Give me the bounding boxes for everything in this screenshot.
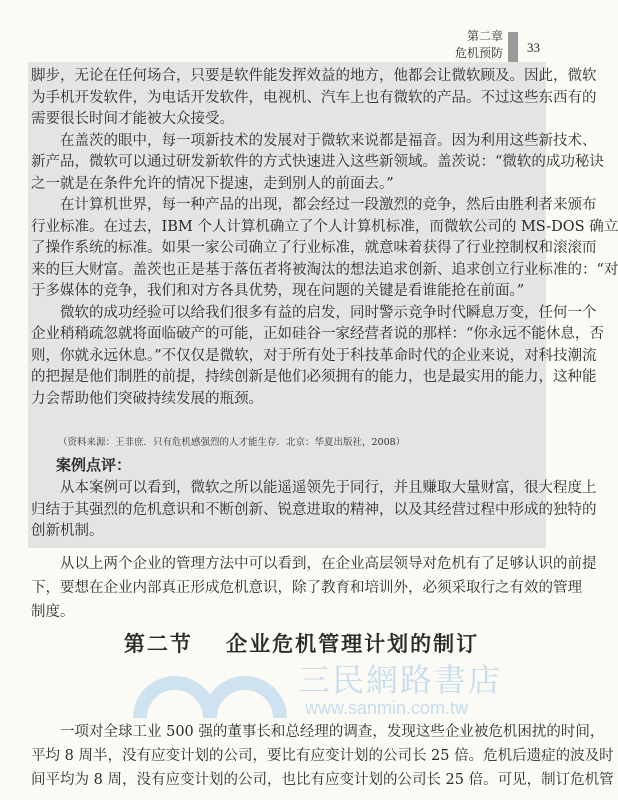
text-line: 了操作系统的标准。如果一家公司确立了行业标准，就意味着获得了行业控制权和滚滚而	[31, 240, 597, 256]
text-line: 之一就是在条件允许的情况下提速，走到别人的前面去。”	[31, 175, 394, 192]
section-title: 企业危机管理计划的制订	[226, 631, 480, 656]
text-line: 从本案例可以看到，微软之所以能遥遥领先于同行，并且赚取大量财富，很大程度上	[60, 480, 597, 496]
text-line: 为手机开发软件，为电话开发软件，电视机、汽车上也有微软的产品。不过这些东西有的	[31, 89, 597, 106]
text-line: 则，你就永远休息。”不仅仅是微软，对于所有处于科技革命时代的企业来说，对科技潮流	[31, 347, 597, 364]
text-line: 归结于其强烈的危机意识和不断创新、锐意进取的精神，以及其经营过程中形成的独特的	[31, 501, 597, 518]
text-line: 来的巨大财富。盖茨也正是基于落伍者将被淘汰的想法追求创新、追求创立行业标准的：“对	[31, 261, 618, 278]
text-line: 行业标准。在过去，IBM 个人计算机确立了个人计算机标准，而微软公司的 MS-DOS 确立	[31, 218, 618, 235]
section-number: 第二节	[123, 631, 193, 656]
text-line: 的把握是他们制胜的前提，持续创新是他们必须拥有的能力，也是最实用的能力，这种能	[31, 369, 597, 385]
watermark-logo-icon	[130, 660, 290, 720]
chapter-label: 第二章	[466, 29, 503, 43]
text-line: 力会帮助他们突破持续发展的瓶颈。	[31, 390, 263, 407]
text-line: 制度。	[31, 604, 75, 620]
text-line: 一项对全球工业 500 强的董事长和总经理的调查，发现这些企业被危机困扰的时间，	[60, 724, 605, 740]
watermark-name: 三民網路書店	[298, 661, 503, 699]
page-number: 33	[527, 40, 540, 55]
section-label: 危机预防	[454, 46, 503, 60]
text-line: 下，要想在企业内部真正形成危机意识，除了教育和培训外，必须采取行之有效的管理	[31, 580, 582, 596]
text-line: 间平均为 8 周，没有应变计划的公司，也比有应变计划的公司长 25 倍。可见，制订危机管	[31, 772, 614, 788]
text-line: 在计算机世界，每一种产品的出现，都会经过一段激烈的竞争，然后由胜利者来颁布	[60, 197, 597, 213]
text-line: 平均 8 周半，没有应变计划的公司，要比有应变计划的公司长 25 倍。危机后遗症的波及时	[31, 748, 614, 764]
running-header-chapter	[455, 28, 503, 62]
watermark-url: www.sanmin.com.tw	[305, 698, 469, 718]
text-line: 微软的成功经验可以给我们很多有益的启发，同时警示竞争时代瞬息万变，任何一个	[60, 304, 597, 321]
text-line: 于多媒体的竞争，我们和对方各具优势，现在问题的关键是看谁能抢在前面。”	[31, 283, 525, 299]
section-heading	[0, 630, 603, 658]
text-line: 创新机制。	[31, 523, 104, 539]
source-citation: （资料来源：王非庶．只有危机感强烈的人才能生存．北京：华夏出版社，2008）	[58, 437, 406, 448]
text-line: 企业稍稍疏忽就将面临破产的可能，正如硅谷一家经营者说的那样：“你永远不能休息，否	[31, 326, 604, 342]
text-line: 在盖茨的眼中，每一项新技术的发展对于微软来说都是福音。因为利用这些新技术、	[60, 132, 597, 149]
case-review-title: 案例点评：	[56, 456, 132, 474]
text-line: 新产品，微软可以通过研发新软件的方式快速进入这些新领域。盖茨说：“微软的成功秘诀	[31, 154, 604, 170]
text-line: 脚步，无论在任何场合，只要是软件能发挥效益的地方，他都会让微软顾及。因此，微软	[31, 68, 597, 84]
text-line: 从以上两个企业的管理方法中可以看到，在企业高层领导对危机有了足够认识的前提	[60, 556, 597, 572]
text-line: 需要很长时间才能被大众接受。	[31, 111, 234, 127]
